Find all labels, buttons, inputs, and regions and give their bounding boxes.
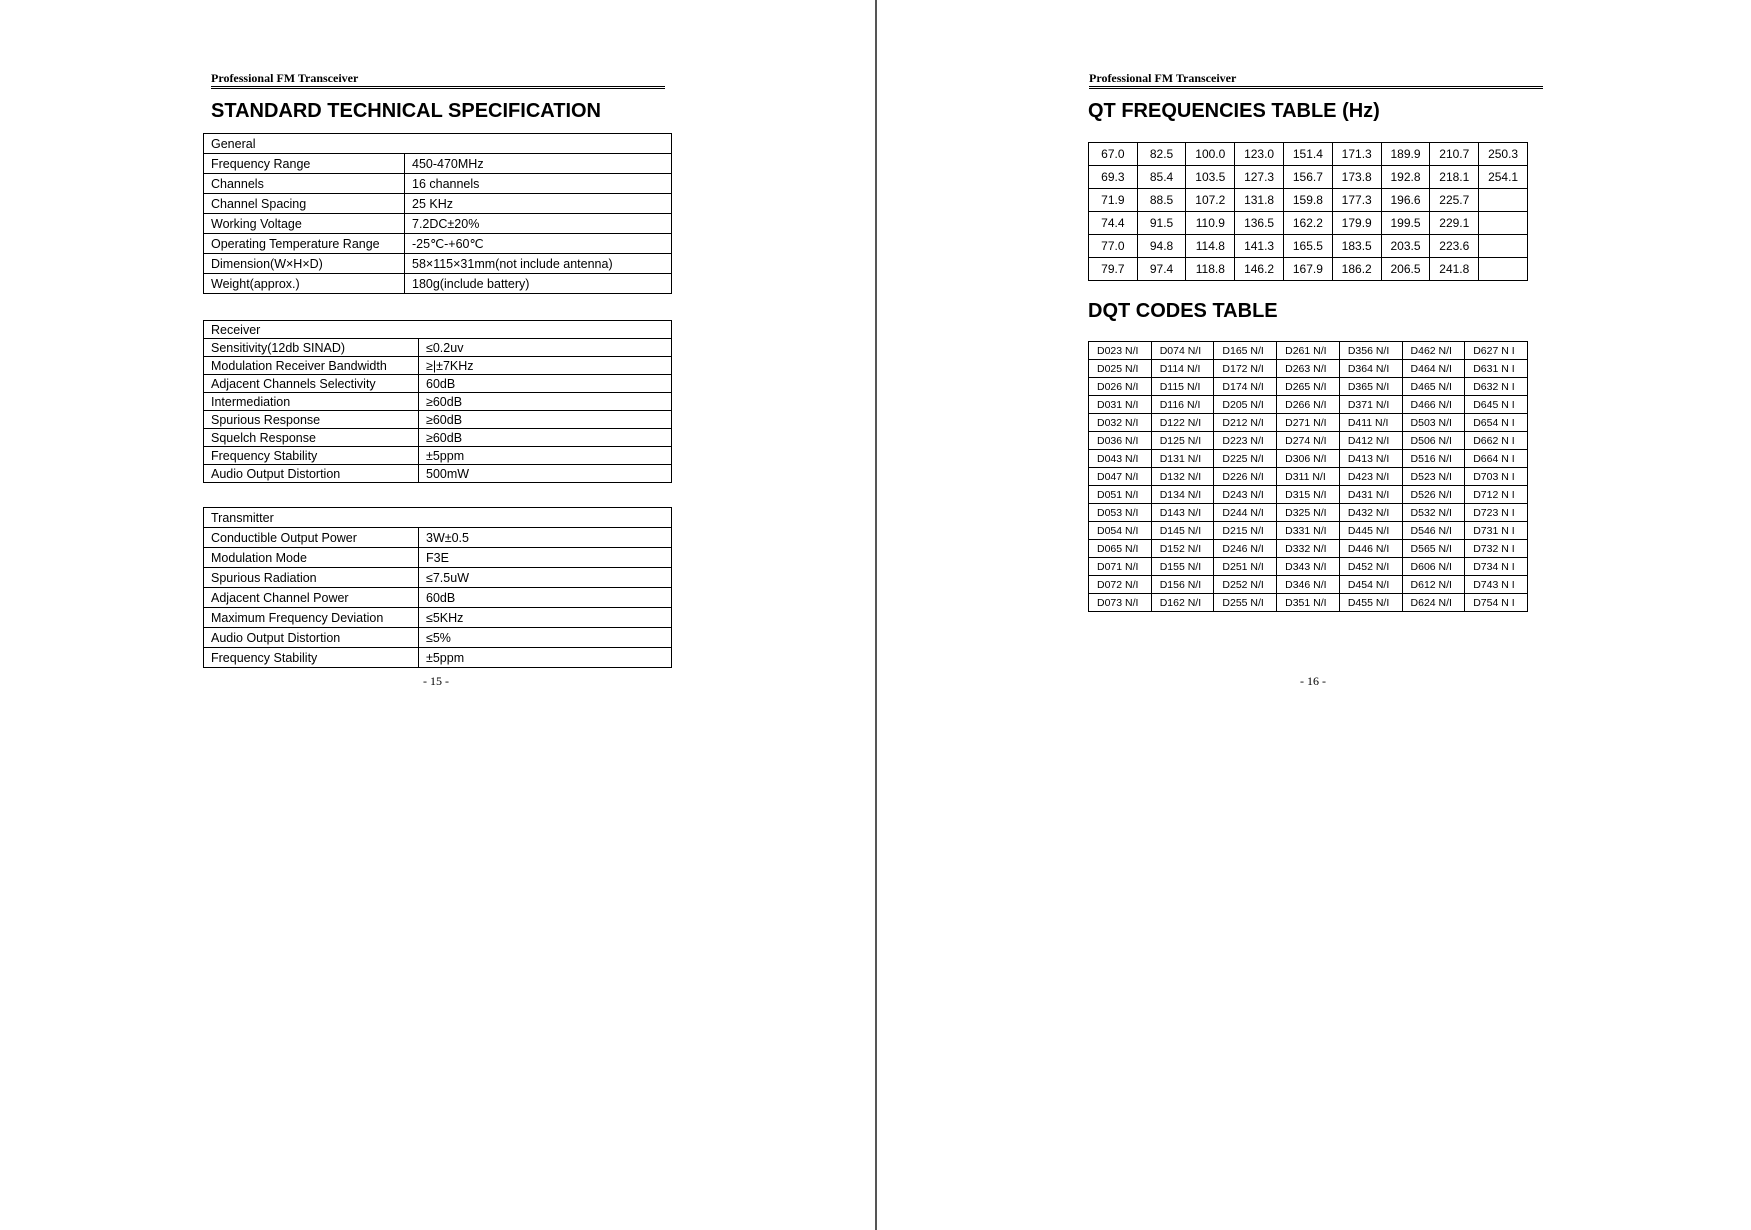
section-heading: Receiver — [204, 321, 672, 339]
table-cell: 171.3 — [1332, 143, 1381, 166]
table-cell: D315 N/I — [1277, 486, 1340, 504]
table-cell: D071 N/I — [1089, 558, 1152, 576]
table-row — [1089, 594, 1528, 612]
table-cell: D664 N I — [1465, 450, 1528, 468]
table-cell: 186.2 — [1332, 258, 1381, 281]
table-cell: D612 N/I — [1402, 576, 1465, 594]
table-cell: D645 N I — [1465, 396, 1528, 414]
spec-value: 58×115×31mm(not include antenna) — [405, 254, 672, 274]
table-cell: D023 N/I — [1089, 342, 1152, 360]
table-cell: 141.3 — [1235, 235, 1284, 258]
page-number: - 15 - — [423, 674, 449, 688]
table-row — [1089, 414, 1528, 432]
table-cell: 189.9 — [1381, 143, 1430, 166]
table-cell — [1479, 235, 1528, 258]
table-cell: 110.9 — [1186, 212, 1235, 235]
spec-value: 450-470MHz — [405, 154, 672, 174]
left-page — [0, 0, 875, 1230]
table-row — [1089, 235, 1528, 258]
table-row — [204, 628, 672, 648]
spec-label: Conductible Output Power — [204, 528, 419, 548]
table-row — [1089, 189, 1528, 212]
spec-value: 16 channels — [405, 174, 672, 194]
table-cell: D263 N/I — [1277, 360, 1340, 378]
table-cell: D156 N/I — [1151, 576, 1214, 594]
table-cell: 167.9 — [1284, 258, 1333, 281]
table-cell: 223.6 — [1430, 235, 1479, 258]
table-cell: D274 N/I — [1277, 432, 1340, 450]
spec-label: Sensitivity(12db SINAD) — [204, 339, 419, 357]
spec-label: Modulation Mode — [204, 548, 419, 568]
spec-value: ≥|±7KHz — [419, 357, 672, 375]
table-cell: D466 N/I — [1402, 396, 1465, 414]
right-page — [877, 0, 1751, 1230]
table-cell: D132 N/I — [1151, 468, 1214, 486]
table-cell: 229.1 — [1430, 212, 1479, 235]
table-cell: 79.7 — [1089, 258, 1138, 281]
table-cell: 162.2 — [1284, 212, 1333, 235]
table-row — [204, 254, 672, 274]
spec-label: Frequency Stability — [204, 447, 419, 465]
table-cell: D343 N/I — [1277, 558, 1340, 576]
table-cell: 165.5 — [1284, 235, 1333, 258]
table-cell: D364 N/I — [1339, 360, 1402, 378]
spec-value: -25℃-+60℃ — [405, 234, 672, 254]
table-cell: D205 N/I — [1214, 396, 1277, 414]
table-cell: 241.8 — [1430, 258, 1479, 281]
table-row — [1089, 342, 1528, 360]
table-row — [204, 154, 672, 174]
table-cell: 85.4 — [1137, 166, 1186, 189]
table-cell: D162 N/I — [1151, 594, 1214, 612]
table-row — [1089, 558, 1528, 576]
spec-label: Audio Output Distortion — [204, 628, 419, 648]
table-row — [1089, 396, 1528, 414]
table-cell: D215 N/I — [1214, 522, 1277, 540]
table-cell: 107.2 — [1186, 189, 1235, 212]
table-row — [1089, 258, 1528, 281]
spec-label: Operating Temperature Range — [204, 234, 405, 254]
table-row — [1089, 432, 1528, 450]
dqt-table-title: DQT CODES TABLE — [1088, 300, 1278, 322]
table-cell: D346 N/I — [1277, 576, 1340, 594]
spec-value: ≤5% — [419, 628, 672, 648]
table-cell: D465 N/I — [1402, 378, 1465, 396]
spec-label: Working Voltage — [204, 214, 405, 234]
spec-label: Intermediation — [204, 393, 419, 411]
table-cell: D662 N I — [1465, 432, 1528, 450]
table-cell: D446 N/I — [1339, 540, 1402, 558]
table-cell: D212 N/I — [1214, 414, 1277, 432]
table-cell: D412 N/I — [1339, 432, 1402, 450]
table-cell: 69.3 — [1089, 166, 1138, 189]
spec-value: ≥60dB — [419, 411, 672, 429]
table-cell: D734 N I — [1465, 558, 1528, 576]
table-row — [204, 375, 672, 393]
spec-value: 500mW — [419, 465, 672, 483]
table-row — [204, 447, 672, 465]
table-cell: D172 N/I — [1214, 360, 1277, 378]
table-cell: 71.9 — [1089, 189, 1138, 212]
table-cell: D134 N/I — [1151, 486, 1214, 504]
table-row — [204, 411, 672, 429]
table-row — [1089, 522, 1528, 540]
table-cell: D026 N/I — [1089, 378, 1152, 396]
table-cell: D654 N I — [1465, 414, 1528, 432]
table-cell: D074 N/I — [1151, 342, 1214, 360]
table-cell: D225 N/I — [1214, 450, 1277, 468]
table-cell: 192.8 — [1381, 166, 1430, 189]
spec-value: ≤7.5uW — [419, 568, 672, 588]
spec-label: Maximum Frequency Deviation — [204, 608, 419, 628]
section-heading: Transmitter — [204, 508, 672, 528]
general-spec-table — [203, 133, 672, 294]
table-row — [1089, 212, 1528, 235]
table-cell: 173.8 — [1332, 166, 1381, 189]
table-cell: D051 N/I — [1089, 486, 1152, 504]
table-row — [204, 174, 672, 194]
table-cell: 250.3 — [1479, 143, 1528, 166]
table-cell: 179.9 — [1332, 212, 1381, 235]
table-cell: 136.5 — [1235, 212, 1284, 235]
qt-table-title: QT FREQUENCIES TABLE (Hz) — [1088, 100, 1380, 122]
spec-value: ≤5KHz — [419, 608, 672, 628]
table-cell: D351 N/I — [1277, 594, 1340, 612]
spec-label: Frequency Range — [204, 154, 405, 174]
spec-label: Dimension(W×H×D) — [204, 254, 405, 274]
table-cell: D332 N/I — [1277, 540, 1340, 558]
table-row — [1089, 143, 1528, 166]
table-row — [204, 194, 672, 214]
table-cell: 146.2 — [1235, 258, 1284, 281]
table-cell: D454 N/I — [1339, 576, 1402, 594]
table-cell — [1479, 212, 1528, 235]
table-cell: D025 N/I — [1089, 360, 1152, 378]
table-cell: D445 N/I — [1339, 522, 1402, 540]
table-cell: 151.4 — [1284, 143, 1333, 166]
table-cell: 82.5 — [1137, 143, 1186, 166]
table-cell: D246 N/I — [1214, 540, 1277, 558]
table-cell: D265 N/I — [1277, 378, 1340, 396]
qt-frequencies-table — [1088, 142, 1528, 281]
table-cell: D271 N/I — [1277, 414, 1340, 432]
table-cell: D244 N/I — [1214, 504, 1277, 522]
table-cell: 74.4 — [1089, 212, 1138, 235]
spec-value: ≥60dB — [419, 393, 672, 411]
table-cell: 127.3 — [1235, 166, 1284, 189]
table-cell: D065 N/I — [1089, 540, 1152, 558]
table-cell: D031 N/I — [1089, 396, 1152, 414]
table-cell: 183.5 — [1332, 235, 1381, 258]
table-cell: D743 N I — [1465, 576, 1528, 594]
table-row — [204, 339, 672, 357]
table-cell: 196.6 — [1381, 189, 1430, 212]
table-row — [1089, 504, 1528, 522]
table-row — [204, 588, 672, 608]
table-cell: D325 N/I — [1277, 504, 1340, 522]
table-cell — [1479, 258, 1528, 281]
table-cell: D506 N/I — [1402, 432, 1465, 450]
page-header: Professional FM Transceiver — [211, 71, 665, 89]
table-cell: D631 N I — [1465, 360, 1528, 378]
table-heading-row — [204, 134, 672, 154]
table-cell: 254.1 — [1479, 166, 1528, 189]
spec-value: ±5ppm — [419, 648, 672, 668]
spec-label: Squelch Response — [204, 429, 419, 447]
table-row — [1089, 576, 1528, 594]
table-cell: D411 N/I — [1339, 414, 1402, 432]
spec-label: Adjacent Channel Power — [204, 588, 419, 608]
table-cell: D526 N/I — [1402, 486, 1465, 504]
table-cell: D036 N/I — [1089, 432, 1152, 450]
table-row — [204, 528, 672, 548]
table-cell: 103.5 — [1186, 166, 1235, 189]
table-cell: D523 N/I — [1402, 468, 1465, 486]
table-row — [204, 274, 672, 294]
table-cell: D365 N/I — [1339, 378, 1402, 396]
table-cell: D455 N/I — [1339, 594, 1402, 612]
transmitter-spec-table — [203, 507, 672, 668]
table-cell: 156.7 — [1284, 166, 1333, 189]
spec-value: ±5ppm — [419, 447, 672, 465]
table-row — [1089, 166, 1528, 189]
table-cell: D306 N/I — [1277, 450, 1340, 468]
table-row — [204, 214, 672, 234]
table-row — [204, 568, 672, 588]
spec-label: Audio Output Distortion — [204, 465, 419, 483]
table-cell: D731 N I — [1465, 522, 1528, 540]
table-cell: D723 N I — [1465, 504, 1528, 522]
table-cell: D532 N/I — [1402, 504, 1465, 522]
table-cell: D703 N I — [1465, 468, 1528, 486]
page-number: - 16 - — [1300, 674, 1326, 688]
spec-value: 60dB — [419, 588, 672, 608]
table-cell: D131 N/I — [1151, 450, 1214, 468]
table-cell: 77.0 — [1089, 235, 1138, 258]
spec-label: Spurious Radiation — [204, 568, 419, 588]
table-cell: 123.0 — [1235, 143, 1284, 166]
spec-value: F3E — [419, 548, 672, 568]
table-cell: D155 N/I — [1151, 558, 1214, 576]
table-cell: D116 N/I — [1151, 396, 1214, 414]
table-cell: D624 N/I — [1402, 594, 1465, 612]
table-cell: D053 N/I — [1089, 504, 1152, 522]
table-cell: D423 N/I — [1339, 468, 1402, 486]
table-cell: D565 N/I — [1402, 540, 1465, 558]
table-cell: D047 N/I — [1089, 468, 1152, 486]
receiver-spec-table — [203, 320, 672, 483]
table-cell: 118.8 — [1186, 258, 1235, 281]
table-cell: D261 N/I — [1277, 342, 1340, 360]
table-cell: 114.8 — [1186, 235, 1235, 258]
table-heading-row — [204, 508, 672, 528]
table-cell: D266 N/I — [1277, 396, 1340, 414]
table-cell: D627 N I — [1465, 342, 1528, 360]
table-row — [1089, 450, 1528, 468]
table-cell: D546 N/I — [1402, 522, 1465, 540]
table-cell: 97.4 — [1137, 258, 1186, 281]
table-row — [1089, 468, 1528, 486]
spec-label: Channel Spacing — [204, 194, 405, 214]
table-cell: D516 N/I — [1402, 450, 1465, 468]
table-cell — [1479, 189, 1528, 212]
table-row — [204, 608, 672, 628]
spec-value: 25 KHz — [405, 194, 672, 214]
dqt-codes-table — [1088, 341, 1528, 612]
spec-value: ≤0.2uv — [419, 339, 672, 357]
page-header: Professional FM Transceiver — [1089, 71, 1543, 89]
table-cell: 131.8 — [1235, 189, 1284, 212]
table-cell: 159.8 — [1284, 189, 1333, 212]
table-cell: D243 N/I — [1214, 486, 1277, 504]
spec-label: Frequency Stability — [204, 648, 419, 668]
spec-label: Weight(approx.) — [204, 274, 405, 294]
table-cell: 218.1 — [1430, 166, 1479, 189]
table-cell: D356 N/I — [1339, 342, 1402, 360]
table-cell: D252 N/I — [1214, 576, 1277, 594]
table-cell: D503 N/I — [1402, 414, 1465, 432]
table-row — [1089, 360, 1528, 378]
table-cell: D125 N/I — [1151, 432, 1214, 450]
table-row — [204, 393, 672, 411]
table-cell: 91.5 — [1137, 212, 1186, 235]
table-cell: D043 N/I — [1089, 450, 1152, 468]
table-cell: D114 N/I — [1151, 360, 1214, 378]
table-cell: D251 N/I — [1214, 558, 1277, 576]
table-cell: D054 N/I — [1089, 522, 1152, 540]
table-cell: D452 N/I — [1339, 558, 1402, 576]
table-cell: 225.7 — [1430, 189, 1479, 212]
table-cell: D174 N/I — [1214, 378, 1277, 396]
table-row — [204, 548, 672, 568]
table-cell: D255 N/I — [1214, 594, 1277, 612]
table-cell: D032 N/I — [1089, 414, 1152, 432]
table-cell: D165 N/I — [1214, 342, 1277, 360]
table-cell: 199.5 — [1381, 212, 1430, 235]
spec-label: Modulation Receiver Bandwidth — [204, 357, 419, 375]
table-cell: D152 N/I — [1151, 540, 1214, 558]
table-cell: D464 N/I — [1402, 360, 1465, 378]
table-cell: D632 N I — [1465, 378, 1528, 396]
spec-value: 3W±0.5 — [419, 528, 672, 548]
table-cell: 203.5 — [1381, 235, 1430, 258]
table-row — [204, 234, 672, 254]
table-row — [1089, 540, 1528, 558]
table-cell: D072 N/I — [1089, 576, 1152, 594]
spec-value: 180g(include battery) — [405, 274, 672, 294]
table-cell: D226 N/I — [1214, 468, 1277, 486]
table-cell: 94.8 — [1137, 235, 1186, 258]
table-cell: 177.3 — [1332, 189, 1381, 212]
spec-value: 60dB — [419, 375, 672, 393]
table-cell: D115 N/I — [1151, 378, 1214, 396]
table-row — [1089, 486, 1528, 504]
table-cell: D462 N/I — [1402, 342, 1465, 360]
table-cell: D145 N/I — [1151, 522, 1214, 540]
table-row — [204, 648, 672, 668]
table-row — [204, 429, 672, 447]
table-row — [1089, 378, 1528, 396]
table-cell: 67.0 — [1089, 143, 1138, 166]
spec-label: Channels — [204, 174, 405, 194]
spec-label: Spurious Response — [204, 411, 419, 429]
table-cell: D223 N/I — [1214, 432, 1277, 450]
spec-label: Adjacent Channels Selectivity — [204, 375, 419, 393]
table-cell: 206.5 — [1381, 258, 1430, 281]
table-cell: 210.7 — [1430, 143, 1479, 166]
table-cell: D413 N/I — [1339, 450, 1402, 468]
table-cell: D122 N/I — [1151, 414, 1214, 432]
table-cell: D371 N/I — [1339, 396, 1402, 414]
table-row — [204, 465, 672, 483]
table-cell: D712 N I — [1465, 486, 1528, 504]
spec-value: 7.2DC±20% — [405, 214, 672, 234]
table-cell: D432 N/I — [1339, 504, 1402, 522]
table-cell: D606 N/I — [1402, 558, 1465, 576]
table-cell: D732 N I — [1465, 540, 1528, 558]
table-heading-row — [204, 321, 672, 339]
page-title: STANDARD TECHNICAL SPECIFICATION — [211, 100, 601, 122]
table-cell: D331 N/I — [1277, 522, 1340, 540]
table-cell: D754 N I — [1465, 594, 1528, 612]
spec-value: ≥60dB — [419, 429, 672, 447]
table-cell: D311 N/I — [1277, 468, 1340, 486]
table-cell: D073 N/I — [1089, 594, 1152, 612]
table-cell: D431 N/I — [1339, 486, 1402, 504]
table-cell: D143 N/I — [1151, 504, 1214, 522]
table-cell: 100.0 — [1186, 143, 1235, 166]
section-heading: General — [204, 134, 672, 154]
table-row — [204, 357, 672, 375]
table-cell: 88.5 — [1137, 189, 1186, 212]
